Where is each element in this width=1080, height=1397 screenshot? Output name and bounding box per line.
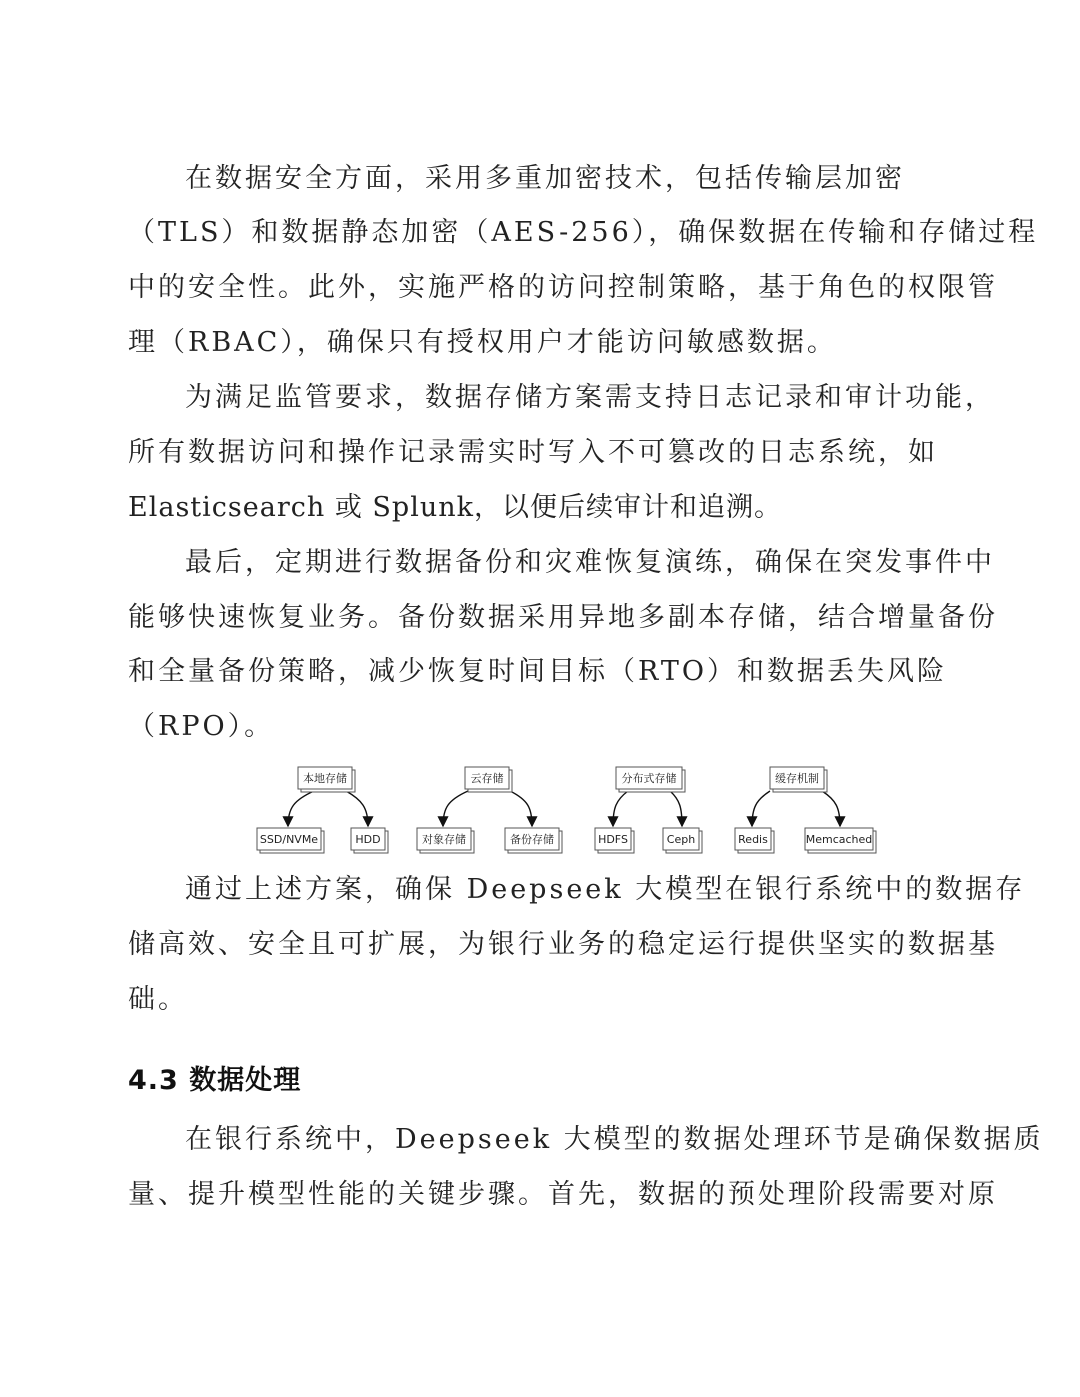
paragraph-line: 能够快速恢复业务。备份数据采用异地多副本存储，结合增量备份 [128, 602, 998, 633]
edge-arrow [443, 791, 468, 826]
edge-arrow [822, 791, 840, 826]
edge-arrow [752, 791, 770, 826]
storage-tree-diagram [250, 760, 890, 860]
node-memcached [805, 828, 876, 853]
node-label: HDFS [598, 833, 628, 846]
node-distributed-storage [616, 767, 685, 792]
node-ssd-nvme [257, 828, 324, 853]
paragraph-line: 量、提升模型性能的关键步骤。首先，数据的预处理阶段需要对原 [128, 1179, 998, 1210]
paragraph-line: 中的安全性。此外，实施严格的访问控制策略，基于角色的权限管 [128, 272, 998, 303]
paragraph-line: 最后，定期进行数据备份和灾难恢复演练，确保在突发事件中 [185, 547, 995, 578]
node-local-storage [298, 767, 355, 792]
edge-arrow [670, 791, 682, 826]
paragraph-line: 础。 [128, 984, 188, 1015]
paragraph-line: 理（RBAC），确保只有授权用户才能访问敏感数据。 [128, 327, 837, 358]
paragraph-line: 在银行系统中，Deepseek 大模型的数据处理环节是确保数据质 [185, 1124, 1044, 1155]
node-hdfs [595, 828, 634, 853]
section-heading: 4.3 数据处理 [128, 1065, 302, 1096]
paragraph-line: 为满足监管要求，数据存储方案需支持日志记录和审计功能， [185, 382, 995, 413]
edge-arrow [510, 791, 532, 826]
node-label: Redis [738, 833, 768, 846]
node-label: 缓存机制 [775, 772, 819, 785]
node-cloud-storage [465, 767, 512, 792]
node-redis [735, 828, 774, 853]
node-label: 本地存储 [303, 772, 347, 785]
node-label: HDD [355, 833, 381, 846]
node-ceph [663, 828, 702, 853]
node-label: 对象存储 [422, 833, 466, 846]
node-label: 分布式存储 [621, 772, 677, 785]
node-label: 备份存储 [510, 833, 554, 846]
paragraph-line: 储高效、安全且可扩展，为银行业务的稳定运行提供坚实的数据基 [128, 929, 998, 960]
node-backup-storage [505, 828, 562, 853]
edge-arrow [613, 791, 628, 826]
paragraph-line: 所有数据访问和操作记录需实时写入不可篡改的日志系统，如 [128, 437, 938, 468]
paragraph-line: 在数据安全方面，采用多重加密技术，包括传输层加密 [185, 163, 905, 194]
node-hdd [351, 828, 388, 853]
node-label: 云存储 [470, 772, 504, 785]
paragraph-line: 和全量备份策略，减少恢复时间目标（RTO）和数据丢失风险 [128, 656, 947, 687]
paragraph-line: 通过上述方案，确保 Deepseek 大模型在银行系统中的数据存 [185, 874, 1026, 905]
edge-arrow [346, 791, 368, 826]
node-label: Ceph [666, 833, 696, 846]
paragraph-line: （RPO）。 [128, 711, 275, 742]
edge-arrow [288, 791, 314, 826]
node-cache [770, 767, 827, 792]
paragraph-line: Elasticsearch 或 Splunk，以便后续审计和追溯。 [128, 492, 782, 523]
node-label: Memcached [805, 833, 873, 846]
node-label: SSD/NVMe [259, 833, 319, 846]
paragraph-line: （TLS）和数据静态加密（AES-256），确保数据在传输和存储过程 [128, 217, 1039, 248]
node-object-storage [417, 828, 474, 853]
